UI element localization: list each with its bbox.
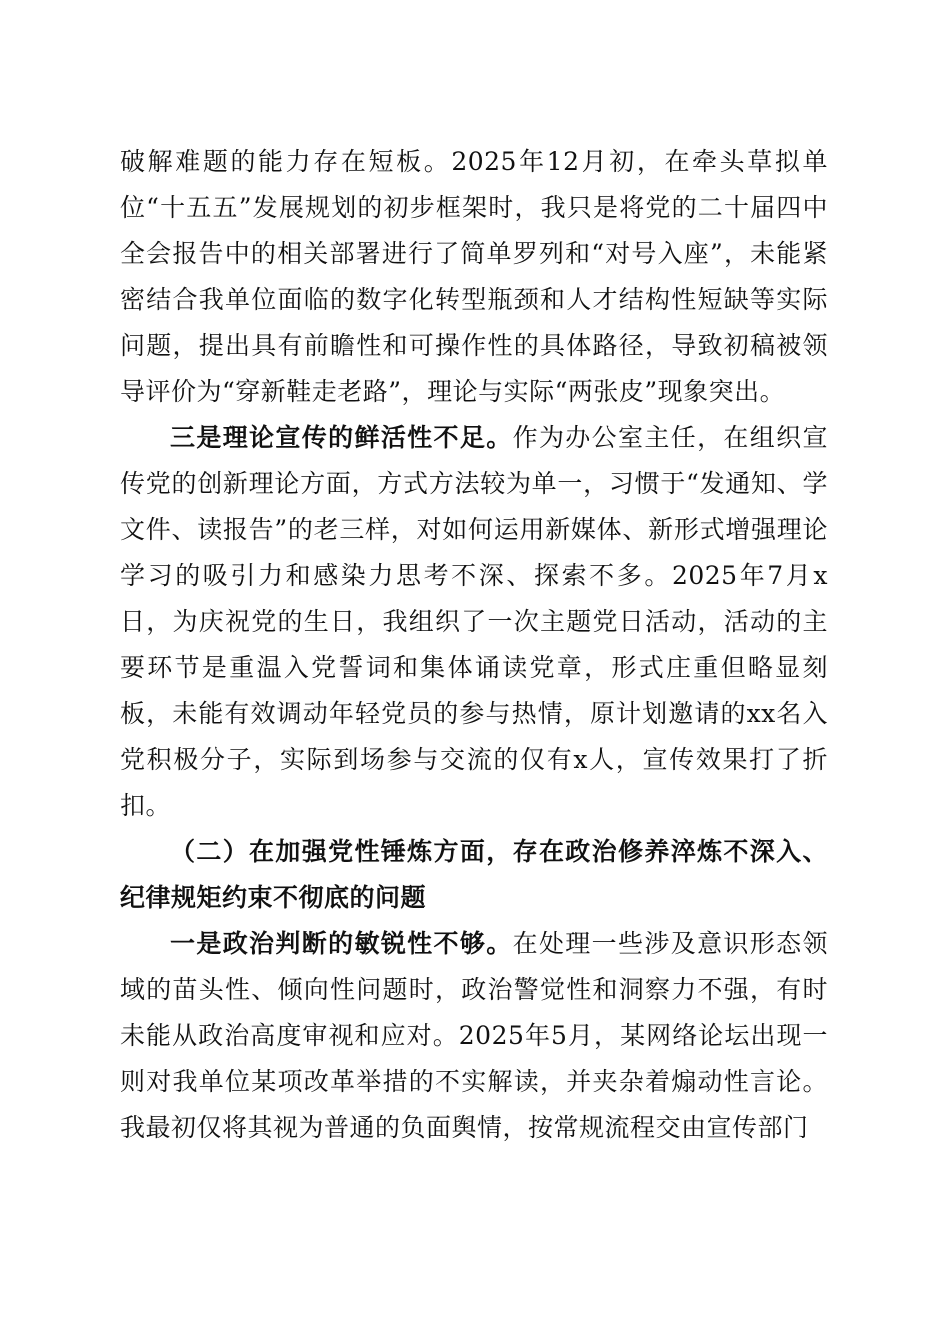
document-body [120,139,828,1151]
paragraph-text: 在处理一些涉及意识形态领域的苗头性、倾向性问题时，政治警觉性和洞察力不强，有时未能从政治高度审视和应对。2025年5月，某网络论坛出现一则对我单位某项改革举措的不实解读，并夹杂着煽动性言论。我最初仅将其视为普通的负面舆情，按常规流程交由宣传部门 [120,929,828,1142]
paragraph-political-judgment [120,921,828,1151]
paragraph-text: 作为办公室主任，在组织宣传党的创新理论方面，方式方法较为单一，习惯于“发通知、学文件、读报告”的老三样，对如何运用新媒体、新形式增强理论学习的吸引力和感染力思考不深、探索不多。2025年7月x日，为庆祝党的生日，我组织了一次主题党日活动，活动的主要环节是重温入党誓词和集体诵读党章，形式庄重但略显刻板，未能有效调动年轻党员的参与热情，原计划邀请的xx名入党积极分子，实际到场参与交流的仅有x人，宣传效果打了折扣。 [120,423,828,820]
paragraph-continuation [120,139,828,415]
paragraph-theory-publicity [120,415,828,829]
paragraph-lead: 三是理论宣传的鲜活性不足。 [170,423,513,452]
section-heading: （二）在加强党性锤炼方面，存在政治修养淬炼不深入、纪律规矩约束不彻底的问题 [120,837,828,912]
paragraph-text: 破解难题的能力存在短板。2025年12月初，在牵头草拟单位“十五五”发展规划的初步框架时，我只是将党的二十届四中全会报告中的相关部署进行了简单罗列和“对号入座”，未能紧密结合我单位面临的数字化转型瓶颈和人才结构性短缺等实际问题，提出具有前瞻性和可操作性的具体路径，导致初稿被领导评价为“穿新鞋走老路”，理论与实际“两张皮”现象突出。 [120,147,828,406]
paragraph-lead: 一是政治判断的敏锐性不够。 [170,929,513,958]
